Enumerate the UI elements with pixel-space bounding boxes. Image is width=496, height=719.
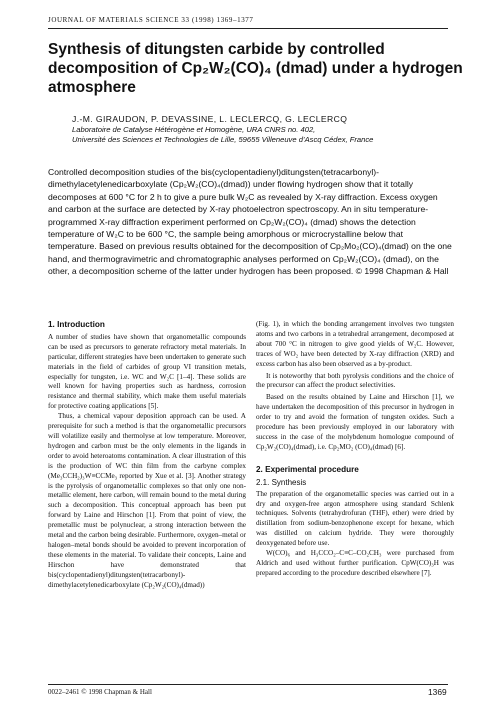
paragraph: W(CO)₆ and H₃CCO₂–C≡C–CO₂CH₃ were purchased from Aldrich and used without further purification. CpW(CO)₃H was prepared according to the procedure described elsewhere [7].: [256, 549, 454, 577]
paragraph: Based on the results obtained by Laine and Hirschon [1], we have undertaken the decomposition of this precursor in hydrogen in order to try and avoid the formation of tungsten oxides. Such a procedure has been previously employed in our laboratory with success in the case of the molybdenum homologue compound of Cp₂W₂(CO)₄(dmad), i.e. Cp₂MO₂ (CO)₄(dmad) [6].: [256, 393, 454, 451]
right-column: [256, 320, 454, 579]
section-heading-experimental: 2. Experimental procedure: [256, 464, 359, 474]
journal-header: JOURNAL OF MATERIALS SCIENCE 33 (1998) 1369–1377: [48, 16, 254, 24]
header-rule: [48, 28, 448, 29]
paragraph: It is noteworthy that both pyrolysis conditions and the choice of the precursor can affect the product selectivities.: [256, 371, 454, 390]
affiliation: [72, 125, 472, 145]
affiliation-line-2: Université des Sciences et Technologies de Lille, 59655 Villeneuve d’Ascq Cédex, France: [72, 135, 374, 144]
footer-rule: [48, 684, 448, 685]
article-title: Synthesis of ditungsten carbide by controlled decomposition of Cp₂W₂(CO)₄ (dmad) under a hydrogen atmosphere: [48, 41, 463, 96]
paragraph: (Fig. 1), in which the bonding arrangement involves two tungsten atoms and two carbons in a tetrahedral arrangement, decomposed at about 700 °C in nitrogen to give good yields of W₂C. However, traces of WO₂ have been detected by X-ray diffraction (XRD) and excess carbon has also been observed as a by-product.: [256, 320, 454, 368]
left-column: [48, 320, 246, 590]
authors: J.-M. GIRAUDON, P. DEVASSINE, L. LECLERCQ, G. LECLERCQ: [72, 114, 348, 124]
subsection-heading-synthesis: 2.1. Synthesis: [256, 477, 307, 487]
footer-copyright: 0022–2461 © 1998 Chapman & Hall: [48, 688, 152, 696]
affiliation-line-1: Laboratoire de Catalyse Hétérogène et Homogène, URA CNRS no. 402,: [72, 125, 316, 134]
paragraph: The preparation of the organometallic species was carried out in a dry and oxygen-free argon atmosphere using standard Schlenk techniques. Solvents (tetrahydrofuran (THF), ether) were dried by distillation from sodium-benzophenone except for hexane, which was distilled on calcium hydride. They were thoroughly deoxygenated before use.: [256, 489, 454, 548]
paragraph: Thus, a chemical vapour deposition approach can be used. A prerequisite for such a method is that the organometallic precursors will volatilize easily and thermolyse at low temperature. Moreover, hydrogen and carbon must be the only elements in the ligands in order to avoid heteroatoms contamination. A clear illustration of this is the production of WC thin film from the carbyne complex (Me₃CCH₂)₃W≡CCMe₃ reported by Xue et al. [3]. Another strategy is the pyrolysis of organometallic complexes so that only one non-metallic element, here carbon, will remain bound to the metal during such a decomposition. This conceptual approach has been put forward by Laine and Hirschon [1]. From that point of view, the premetallic must be polynuclear, a strong interaction between the metal and the carbon being desirable. Furthermore, oxygen–metal or halogen–metal bonds should be avoided to prevent incorporation of these elements in the material. To validate their concepts, Laine and Hirschon have demonstrated that bis(cyclopentadienyl)ditungsten(tetracarbonyl)-dimethylacetylenedicarboxylate (Cp₂W₂(CO)₄(dmad)): [48, 412, 246, 589]
page-number: 1369: [428, 687, 447, 697]
paragraph: A number of studies have shown that organometallic compounds can be used as precursors to generate refractory metal materials. In particular, different strategies have been undertaken to generate such materials in the field of carbides of group VI transition metals, especially for tungsten, i.e. WC and W₂C [1–4]. These solids are well known for having properties such as hardness, corrosion resistance and thermal stability, which make them useful materials for protective coating applications [5].: [48, 332, 246, 411]
abstract: Controlled decomposition studies of the bis(cyclopentadienyl)ditungsten(tetracarbonyl)-dimethylacetylenedicarboxylate (Cp₂W₂(CO)₄(dmad)) under flowing hydrogen show that it totally decomposes at 600 °C for 2 h to give a pure bulk W₂C as revealed by X-ray diffraction. Excess oxygen and carbon at the surface are detected by X-ray photoelectron spectroscopy. An in situ temperature-programmed X-ray diffraction experiment performed on Cp₂W₂(CO)₄ (dmad) shows the detection temperature of W₂C to be 600 °C, the sample being amorphous or microcrystalline below that temperature. Based on previous results obtained for the decomposition of Cp₂Mo₂(CO)₄(dmad) on the one hand, and thermogravimetric and chromatographic analyses performed on Cp₂W₂(CO)₄ (dmad), on the other, a decomposition scheme of the latter under hydrogen has been proposed. © 1998 Chapman & Hall: [48, 167, 452, 277]
section-heading-introduction: 1. Introduction: [48, 320, 105, 329]
